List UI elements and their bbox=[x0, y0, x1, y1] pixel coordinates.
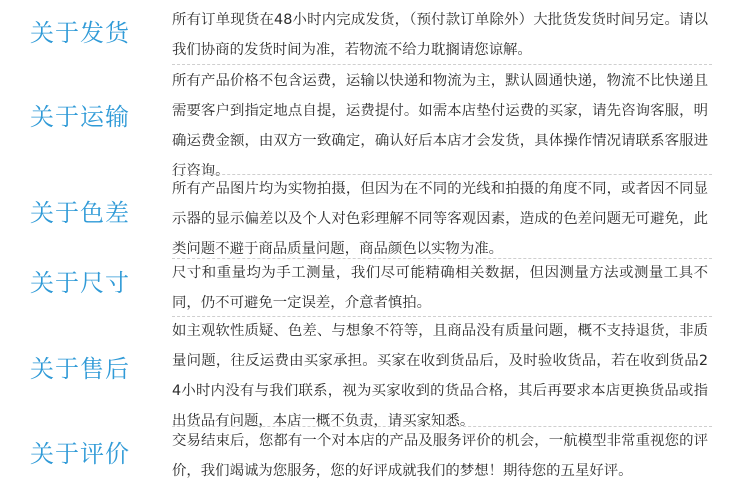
section-body-after-sales: 如主观软性质疑、色差、与想象不符等，且商品没有质量问题，概不支持退货，非质量问题，往反运费由买家承担。买家在收到货品后，及时验收货品，若在收到货品24小时内没有与我们联系，视为买家收到的货品合格，其后再要求本店更换货品或指出货品有问题，本店一概不负责，请买家知悉。 bbox=[172, 323, 708, 429]
section-body-color-difference: 所有产品图片均为实物拍摄，但因为在不同的光线和拍摄的角度不同，或者因不同显示器的显示偏差以及个人对色彩理解不同等客观因素，造成的色差问题无可避免，此类问题不避于商品质量问题，商品颜色以实物为准。 bbox=[172, 181, 708, 257]
section-heading-shipping: 关于发货 bbox=[30, 19, 130, 47]
section-body-size: 尺寸和重量均为手工测量，我们尽可能精确相关数据，但因测量方法或测量工具不同，仍不可避免一定误差，介意者慎拍。 bbox=[172, 265, 708, 311]
section-heading-transport: 关于运输 bbox=[30, 103, 130, 131]
section-heading-review: 关于评价 bbox=[30, 440, 130, 468]
section-body-transport: 所有产品价格不包含运费，运输以快递和物流为主，默认圆通快递，物流不比快递且需要客户到指定地点自提，运费提付。如需本店垫付运费的买家，请先咨询客服，明确运费金额，由双方一致确定，确认好后本店才会发货，具体操作情况请联系客服进行咨询。 bbox=[172, 73, 708, 179]
section-review bbox=[0, 426, 750, 500]
section-body-review: 交易结束后，您都有一个对本店的产品及服务评价的机会，一航模型非常重视您的评价，我们竭诚为您服务，您的好评成就我们的梦想！期待您的五星好评。 bbox=[172, 433, 708, 479]
section-size bbox=[0, 258, 750, 316]
section-transport bbox=[0, 64, 750, 179]
section-body-shipping: 所有订单现货在48小时内完成发货，（预付款订单除外）大批货发货时间另定。请以我们协商的发货时间为准，若物流不给力耽搁请您谅解。 bbox=[172, 12, 708, 58]
section-color-difference bbox=[0, 174, 750, 258]
section-heading-after-sales: 关于售后 bbox=[30, 355, 130, 383]
section-heading-size: 关于尺寸 bbox=[30, 269, 130, 297]
section-shipping bbox=[0, 0, 750, 62]
section-heading-color-difference: 关于色差 bbox=[30, 199, 130, 227]
section-after-sales bbox=[0, 316, 750, 429]
